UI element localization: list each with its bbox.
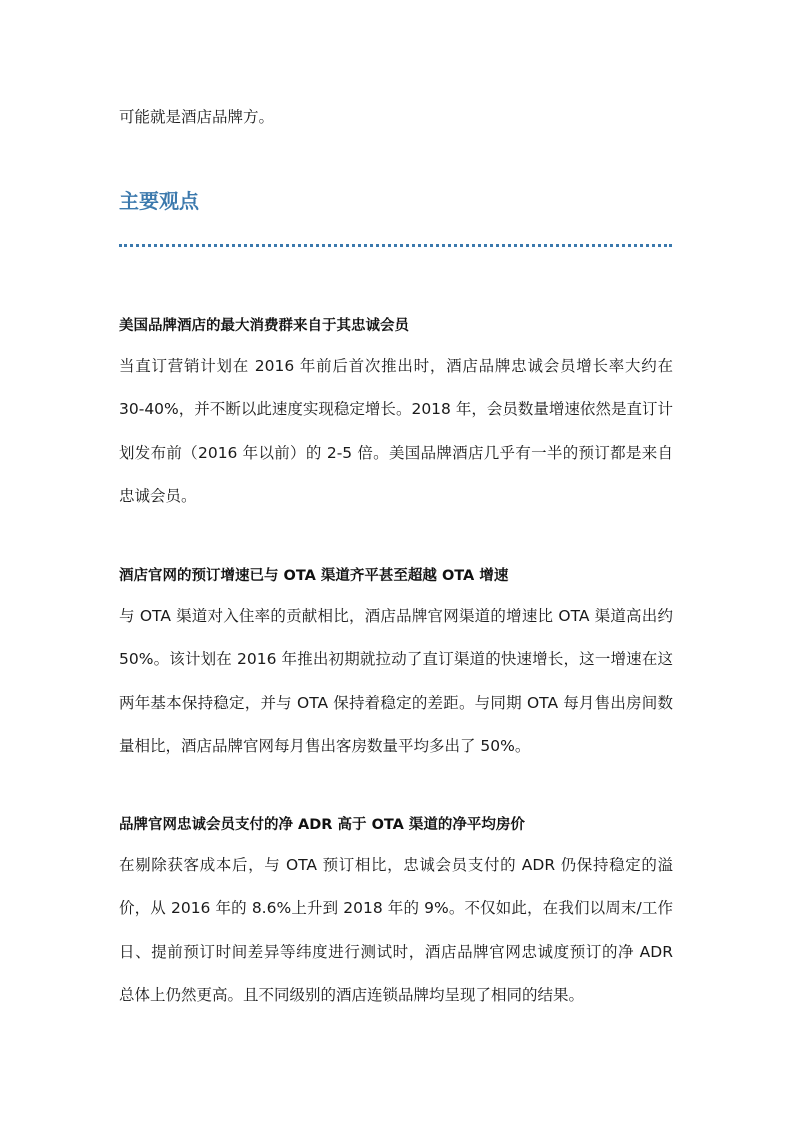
key-point-net-adr (119, 812, 673, 1017)
key-point-heading: 美国品牌酒店的最大消费群来自于其忠诚会员 (119, 318, 409, 334)
key-point-heading: 品牌官网忠诚会员支付的净 ADR 高于 OTA 渠道的净平均房价 (119, 817, 525, 833)
intro-paragraph: 可能就是酒店品牌方。 (119, 108, 275, 126)
section-title: 主要观点 (119, 189, 199, 213)
key-point-body: 当直订营销计划在 2016 年前后首次推出时，酒店品牌忠诚会员增长率大约在 30-40%，并不断以此速度实现稳定增长。2018 年，会员数量增速依然是直订计划发布前（2016 年以前）的 2-5 倍。美国品牌酒店几乎有一半的预订都是来自忠诚会员。 (119, 357, 673, 505)
key-point-heading: 酒店官网的预订增速已与 OTA 渠道齐平甚至超越 OTA 增速 (119, 568, 509, 584)
key-point-body: 在剔除获客成本后，与 OTA 预订相比，忠诚会员支付的 ADR 仍保持稳定的溢价，从 2016 年的 8.6%上升到 2018 年的 9%。不仅如此，在我们以周末/工作日、提前预订时间差异等纬度进行测试时，酒店品牌官网忠诚度预订的净 ADR 总体上仍然更高。且不同级别的酒店连锁品牌均呈现了相同的结果。 (119, 856, 673, 1004)
key-point-booking-growth (119, 563, 673, 768)
dotted-divider (119, 244, 672, 247)
key-point-body: 与 OTA 渠道对入住率的贡献相比，酒店品牌官网渠道的增速比 OTA 渠道高出约 50%。该计划在 2016 年推出初期就拉动了直订渠道的快速增长，这一增速在这两年基本保持稳定，并与 OTA 保持着稳定的差距。与同期 OTA 每月售出房间数量相比，酒店品牌官网每月售出客房数量平均多出了 50%。 (119, 607, 673, 755)
key-point-loyalty-members (119, 313, 673, 518)
